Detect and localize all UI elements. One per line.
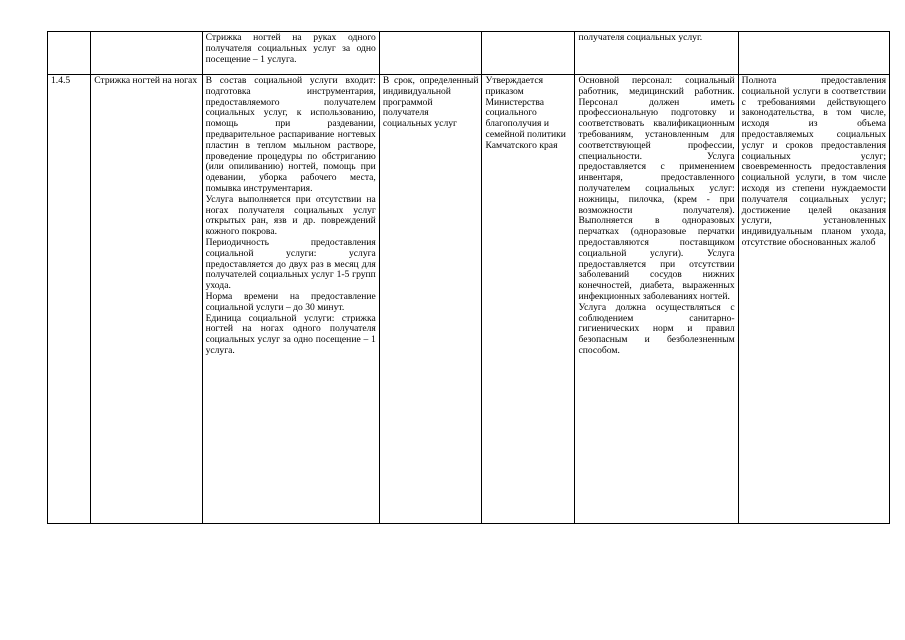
cell-approval: Утверждается приказом Министерства социального благополучия и семейной политики Камчатского края — [482, 75, 575, 524]
cell-content — [202, 75, 379, 524]
cell-service-name: Стрижка ногтей на ногах — [91, 75, 202, 524]
services-table — [47, 31, 890, 524]
content-paragraph: Периодичность предоставления социальной услуги: услуга предоставляется до двух раз в месяц для получателей социальных услуг 1-5 групп ухода. — [205, 236, 376, 292]
cell-conditions: получателя социальных услуг. — [575, 32, 738, 75]
content-paragraph: Норма времени на предоставление социальной услуги – до 30 минут. — [205, 290, 376, 313]
content-paragraph: В состав социальной услуги входит: подготовка инструментария, предоставляемого получателем социальных услуг, к использованию, помощь при раздевании, предварительное распаривание ногтевых пластин в теплом мыльном растворе, проведение процедуры по обстриганию (или опиливанию) ногтей, помощь при одевании, уборка рабочего места, помывка инструментария. — [205, 75, 376, 194]
cell-indicators: Полнота предоставления социальной услуги в соответствии с требованиями действующего законодательства, в том числе, исходя из объема предоставляемых социальных услуг и сроков предоставления социальных услуг; своевременность предоставления социальной услуги, в том числе исходя из степени нуждаемости получателя социальных услуг; достижение целей оказания услуги, установленных индивидуальным планом ухода, отсутствие обоснованных жалоб — [738, 75, 889, 524]
cell-content: Стрижка ногтей на руках одного получателя социальных услуг за одно посещение – 1 услуга. — [202, 32, 379, 75]
table-row — [48, 75, 890, 524]
cell-num: 1.4.5 — [48, 75, 91, 524]
cell-term — [379, 32, 482, 75]
conditions-paragraph: Основной персонал: социальный работник, медицинский работник. Персонал должен иметь профессиональную подготовку и соответствовать квалификационным требованиям, установленным для соответствующей профессии, специальности. Услуга предоставляется с применением инвентаря, предоставленного получателем социальных услуг: ножницы, пилочка, (крем - при возможности получателя). Выполняется в одноразовых перчатках (одноразовые перчатки предоставляются поставщиком социальной услуги). Услуга предоставляется при отсутствии заболеваний сосудов нижних конечностей, диабета, выраженных инфекционных заболеваниях ногтей. — [578, 75, 735, 302]
table-row — [48, 32, 890, 75]
content-paragraph: Услуга выполняется при отсутствии на ногах получателя социальных услуг открытых ран, язв и др. повреждений кожного покрова. — [205, 193, 376, 238]
cell-approval — [482, 32, 575, 75]
cell-service-name — [91, 32, 202, 75]
cell-num — [48, 32, 91, 75]
conditions-paragraph: Услуга должна осуществляться с соблюдением санитарно-гигиенических норм и правил безопасным и безболезненным способом. — [578, 301, 735, 356]
cell-term: В срок, определенный индивидуальной программой получателя социальных услуг — [379, 75, 482, 524]
cell-conditions — [575, 75, 738, 524]
content-paragraph: Единица социальной услуги: стрижка ногтей на ногах одного получателя социальных услуг за одно посещение – 1 услуга. — [205, 312, 376, 356]
cell-indicators — [738, 32, 889, 75]
